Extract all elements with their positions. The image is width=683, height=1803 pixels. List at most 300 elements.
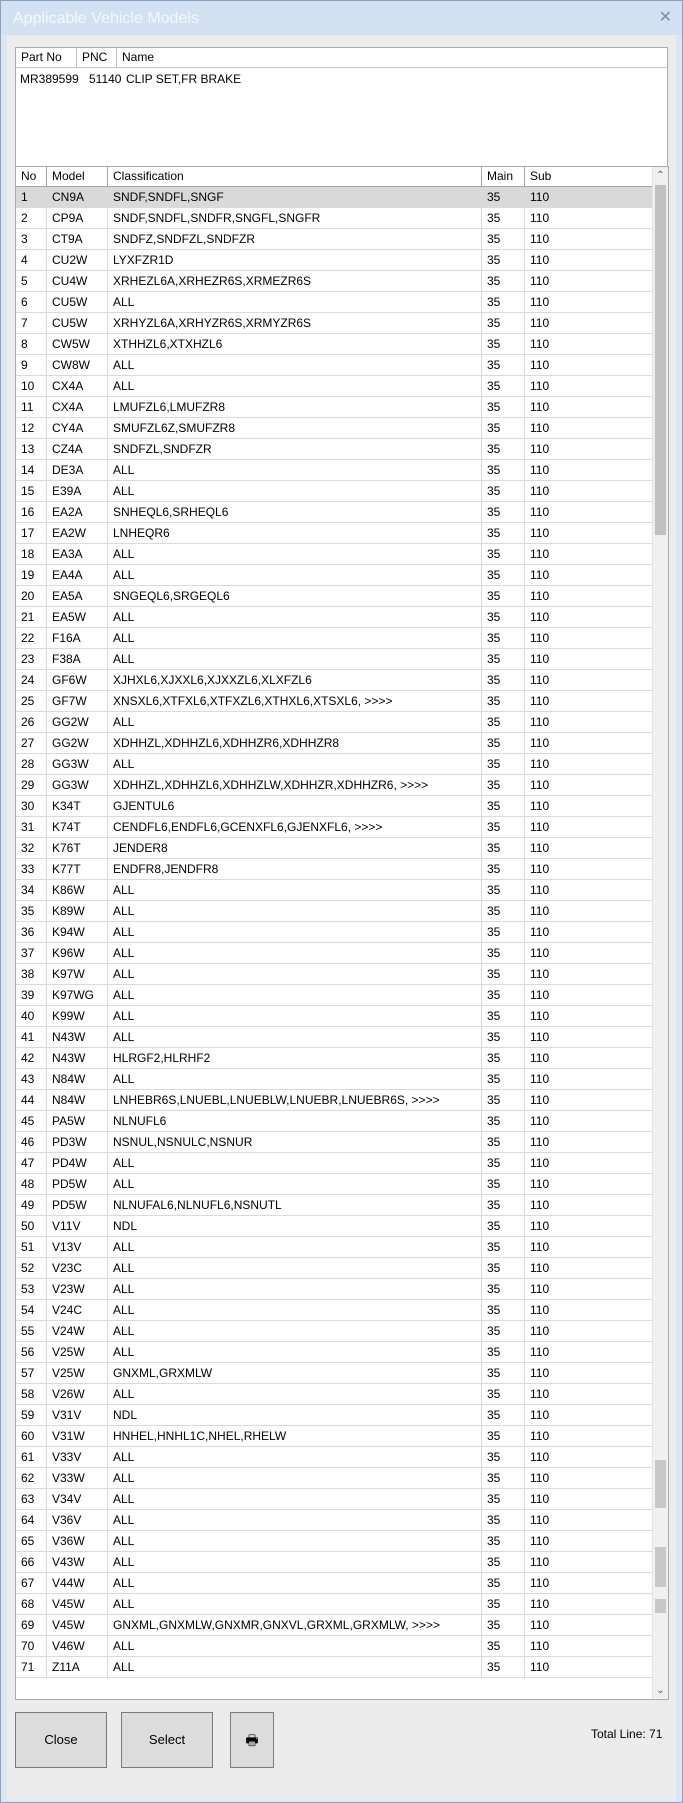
row-model: EA2W xyxy=(47,523,108,543)
table-row[interactable] xyxy=(16,1090,653,1111)
printer-icon: 🖶 xyxy=(245,1732,259,1748)
row-sub: 110 xyxy=(530,736,550,750)
row-sub: 110 xyxy=(530,400,550,414)
row-model: CU5W xyxy=(47,292,108,312)
scroll-thumb[interactable] xyxy=(655,185,666,535)
row-no: 68 xyxy=(16,1594,47,1614)
row-model: V36V xyxy=(47,1510,108,1530)
row-main: 35 xyxy=(482,817,525,837)
row-model: V44W xyxy=(47,1573,108,1593)
table-row[interactable] xyxy=(16,1216,653,1237)
row-model: V24C xyxy=(47,1300,108,1320)
row-model: K96W xyxy=(47,943,108,963)
row-sub: 110 xyxy=(530,610,550,624)
row-main: 35 xyxy=(482,1510,525,1530)
row-classification: ALL xyxy=(108,1636,482,1656)
row-model: K86W xyxy=(47,880,108,900)
row-sub: 110 xyxy=(530,820,550,834)
row-no: 13 xyxy=(16,439,47,459)
row-sub: 110 xyxy=(530,1471,550,1485)
table-row[interactable] xyxy=(16,670,653,691)
close-icon[interactable]: ✕ xyxy=(658,9,672,26)
table-row[interactable] xyxy=(16,1531,653,1552)
row-main: 35 xyxy=(482,1384,525,1404)
row-model: GG2W xyxy=(47,712,108,732)
row-classification: ALL xyxy=(108,985,482,1005)
row-model: V45W xyxy=(47,1615,108,1635)
table-row[interactable] xyxy=(16,1657,653,1678)
row-main: 35 xyxy=(482,1237,525,1257)
row-classification: ALL xyxy=(108,1573,482,1593)
table-row[interactable] xyxy=(16,1006,653,1027)
table-row[interactable] xyxy=(16,922,653,943)
row-sub: 110 xyxy=(530,1282,550,1296)
row-no: 56 xyxy=(16,1342,47,1362)
row-no: 28 xyxy=(16,754,47,774)
row-classification: SNGEQL6,SRGEQL6 xyxy=(108,586,482,606)
row-no: 34 xyxy=(16,880,47,900)
row-main: 35 xyxy=(482,1090,525,1110)
row-main: 35 xyxy=(482,1321,525,1341)
row-classification: XRHEZL6A,XRHEZR6S,XRMEZR6S xyxy=(108,271,482,291)
row-classification: ALL xyxy=(108,1510,482,1530)
row-model: GF6W xyxy=(47,670,108,690)
table-row[interactable] xyxy=(16,1048,653,1069)
table-row[interactable] xyxy=(16,1552,653,1573)
row-model: V33W xyxy=(47,1468,108,1488)
row-sub: 110 xyxy=(530,1660,550,1674)
table-row[interactable] xyxy=(16,859,653,880)
row-classification: XDHHZL,XDHHZL6,XDHHZR6,XDHHZR8 xyxy=(108,733,482,753)
table-row[interactable] xyxy=(16,1426,653,1447)
row-no: 40 xyxy=(16,1006,47,1026)
row-model: V26W xyxy=(47,1384,108,1404)
row-model: V24W xyxy=(47,1321,108,1341)
row-no: 47 xyxy=(16,1153,47,1173)
table-row[interactable] xyxy=(16,229,653,250)
row-model: N84W xyxy=(47,1069,108,1089)
row-no: 36 xyxy=(16,922,47,942)
table-row[interactable] xyxy=(16,397,653,418)
row-no: 1 xyxy=(16,187,47,207)
row-classification: ALL xyxy=(108,754,482,774)
table-row[interactable] xyxy=(16,628,653,649)
table-row[interactable] xyxy=(16,586,653,607)
row-sub: 110 xyxy=(530,1009,550,1023)
row-main: 35 xyxy=(482,1657,525,1677)
row-classification: ALL xyxy=(108,880,482,900)
table-row[interactable] xyxy=(16,334,653,355)
row-no: 55 xyxy=(16,1321,47,1341)
row-sub: 110 xyxy=(530,967,550,981)
row-sub: 110 xyxy=(530,715,550,729)
table-row[interactable] xyxy=(16,313,653,334)
row-classification: ALL xyxy=(108,1552,482,1572)
row-classification: ALL xyxy=(108,943,482,963)
table-row[interactable] xyxy=(16,1510,653,1531)
no-column-header[interactable]: No xyxy=(16,167,47,186)
row-sub: 110 xyxy=(530,589,550,603)
row-no: 46 xyxy=(16,1132,47,1152)
table-row[interactable] xyxy=(16,1153,653,1174)
row-no: 45 xyxy=(16,1111,47,1131)
row-no: 57 xyxy=(16,1363,47,1383)
row-main: 35 xyxy=(482,250,525,270)
row-model: EA5W xyxy=(47,607,108,627)
row-no: 52 xyxy=(16,1258,47,1278)
row-model: CW8W xyxy=(47,355,108,375)
row-model: V33V xyxy=(47,1447,108,1467)
row-model: CN9A xyxy=(47,187,108,207)
row-main: 35 xyxy=(482,733,525,753)
row-classification: ALL xyxy=(108,292,482,312)
row-no: 24 xyxy=(16,670,47,690)
row-no: 5 xyxy=(16,271,47,291)
row-classification: ALL xyxy=(108,460,482,480)
row-no: 42 xyxy=(16,1048,47,1068)
part-no-header[interactable]: Part No xyxy=(16,48,77,67)
table-row[interactable] xyxy=(16,208,653,229)
row-main: 35 xyxy=(482,1069,525,1089)
row-sub: 110 xyxy=(530,925,550,939)
row-sub: 110 xyxy=(530,442,550,456)
row-classification: ALL xyxy=(108,1237,482,1257)
row-sub: 110 xyxy=(530,841,550,855)
row-main: 35 xyxy=(482,334,525,354)
row-no: 61 xyxy=(16,1447,47,1467)
table-row[interactable] xyxy=(16,1405,653,1426)
row-no: 33 xyxy=(16,859,47,879)
row-main: 35 xyxy=(482,1594,525,1614)
row-model: K99W xyxy=(47,1006,108,1026)
table-row[interactable] xyxy=(16,1489,653,1510)
row-main: 35 xyxy=(482,1279,525,1299)
row-no: 31 xyxy=(16,817,47,837)
row-main: 35 xyxy=(482,460,525,480)
row-classification: LNHEQR6 xyxy=(108,523,482,543)
table-row[interactable] xyxy=(16,1195,653,1216)
row-sub: 110 xyxy=(530,1030,550,1044)
row-no: 14 xyxy=(16,460,47,480)
row-main: 35 xyxy=(482,1027,525,1047)
row-classification: GNXML,GRXMLW xyxy=(108,1363,482,1383)
table-row[interactable] xyxy=(16,187,653,208)
table-row[interactable] xyxy=(16,1027,653,1048)
row-sub: 110 xyxy=(530,778,550,792)
table-row[interactable] xyxy=(16,1132,653,1153)
table-row[interactable] xyxy=(16,1321,653,1342)
table-row[interactable] xyxy=(16,565,653,586)
row-main: 35 xyxy=(482,838,525,858)
row-no: 6 xyxy=(16,292,47,312)
table-row[interactable] xyxy=(16,754,653,775)
row-main: 35 xyxy=(482,292,525,312)
table-row[interactable] xyxy=(16,1174,653,1195)
row-classification: XRHYZL6A,XRHYZR6S,XRMYZR6S xyxy=(108,313,482,333)
table-row[interactable] xyxy=(16,649,653,670)
table-row[interactable] xyxy=(16,880,653,901)
row-model: K77T xyxy=(47,859,108,879)
scroll-up-arrow-icon[interactable]: ⌃ xyxy=(656,170,665,181)
table-row[interactable] xyxy=(16,607,653,628)
table-row[interactable] xyxy=(16,964,653,985)
row-sub: 110 xyxy=(530,799,550,813)
close-button[interactable]: Close xyxy=(15,1712,107,1768)
row-sub: 110 xyxy=(530,757,550,771)
row-no: 54 xyxy=(16,1300,47,1320)
row-no: 4 xyxy=(16,250,47,270)
table-row[interactable] xyxy=(16,1342,653,1363)
row-main: 35 xyxy=(482,628,525,648)
row-model: CZ4A xyxy=(47,439,108,459)
row-model: V13V xyxy=(47,1237,108,1257)
row-main: 35 xyxy=(482,586,525,606)
table-row[interactable] xyxy=(16,838,653,859)
row-no: 8 xyxy=(16,334,47,354)
row-model: PD4W xyxy=(47,1153,108,1173)
row-main: 35 xyxy=(482,880,525,900)
scroll-marker xyxy=(655,1460,666,1508)
pnc-header[interactable]: PNC xyxy=(77,48,117,67)
row-main: 35 xyxy=(482,313,525,333)
main-column-header[interactable]: Main xyxy=(482,167,525,186)
row-sub: 110 xyxy=(530,1051,550,1065)
row-no: 38 xyxy=(16,964,47,984)
table-row[interactable] xyxy=(16,943,653,964)
table-row[interactable] xyxy=(16,1237,653,1258)
row-classification: ALL xyxy=(108,1153,482,1173)
row-classification: XTHHZL6,XTXHZL6 xyxy=(108,334,482,354)
row-classification: ALL xyxy=(108,1027,482,1047)
row-no: 9 xyxy=(16,355,47,375)
row-classification: ALL xyxy=(108,1321,482,1341)
table-row[interactable] xyxy=(16,1069,653,1090)
row-sub: 110 xyxy=(530,1618,550,1632)
row-classification: GNXML,GNXMLW,GNXMR,GNXVL,GRXML,GRXMLW, >>>> xyxy=(108,1615,482,1635)
table-row[interactable] xyxy=(16,1279,653,1300)
row-no: 18 xyxy=(16,544,47,564)
row-classification: HNHEL,HNHL1C,NHEL,RHELW xyxy=(108,1426,482,1446)
row-classification: ALL xyxy=(108,712,482,732)
row-no: 49 xyxy=(16,1195,47,1215)
row-model: CP9A xyxy=(47,208,108,228)
row-sub: 110 xyxy=(530,1156,550,1170)
row-sub: 110 xyxy=(530,274,550,288)
sub-column-header[interactable]: Sub xyxy=(530,169,552,183)
row-no: 51 xyxy=(16,1237,47,1257)
row-main: 35 xyxy=(482,187,525,207)
table-row[interactable] xyxy=(16,691,653,712)
row-classification: ALL xyxy=(108,544,482,564)
row-main: 35 xyxy=(482,481,525,501)
row-no: 58 xyxy=(16,1384,47,1404)
row-classification: ALL xyxy=(108,1594,482,1614)
row-main: 35 xyxy=(482,1195,525,1215)
row-model: V11V xyxy=(47,1216,108,1236)
row-main: 35 xyxy=(482,1174,525,1194)
row-classification: ALL xyxy=(108,649,482,669)
table-row[interactable] xyxy=(16,796,653,817)
row-model: PD3W xyxy=(47,1132,108,1152)
table-row[interactable] xyxy=(16,1636,653,1657)
row-no: 66 xyxy=(16,1552,47,1572)
row-main: 35 xyxy=(482,208,525,228)
row-no: 35 xyxy=(16,901,47,921)
row-classification: NSNUL,NSNULC,NSNUR xyxy=(108,1132,482,1152)
part-row[interactable] xyxy=(16,70,667,88)
row-classification: ALL xyxy=(108,628,482,648)
row-classification: XDHHZL,XDHHZL6,XDHHZLW,XDHHZR,XDHHZR6, >>>> xyxy=(108,775,482,795)
row-main: 35 xyxy=(482,1006,525,1026)
row-sub: 110 xyxy=(530,1240,550,1254)
row-sub: 110 xyxy=(530,1345,550,1359)
row-classification: SNDF,SNDFL,SNDFR,SNGFL,SNGFR xyxy=(108,208,482,228)
table-row[interactable] xyxy=(16,481,653,502)
table-row[interactable] xyxy=(16,985,653,1006)
title-bar xyxy=(1,1,682,35)
row-model: DE3A xyxy=(47,460,108,480)
row-classification: SNHEQL6,SRHEQL6 xyxy=(108,502,482,522)
row-model: K74T xyxy=(47,817,108,837)
row-no: 44 xyxy=(16,1090,47,1110)
row-no: 17 xyxy=(16,523,47,543)
row-classification: ALL xyxy=(108,964,482,984)
row-model: EA4A xyxy=(47,565,108,585)
row-sub: 110 xyxy=(530,904,550,918)
row-model: K89W xyxy=(47,901,108,921)
table-row[interactable] xyxy=(16,355,653,376)
table-row[interactable] xyxy=(16,1468,653,1489)
grid-scrollbar[interactable] xyxy=(652,167,668,1699)
row-classification: NDL xyxy=(108,1405,482,1425)
table-row[interactable] xyxy=(16,1384,653,1405)
row-classification: ALL xyxy=(108,1657,482,1677)
table-row[interactable] xyxy=(16,817,653,838)
row-sub: 110 xyxy=(530,1198,550,1212)
select-button[interactable]: Select xyxy=(121,1712,213,1768)
table-row[interactable] xyxy=(16,1300,653,1321)
row-main: 35 xyxy=(482,1153,525,1173)
print-button[interactable] xyxy=(230,1712,274,1768)
row-sub: 110 xyxy=(530,421,550,435)
row-main: 35 xyxy=(482,985,525,1005)
row-model: CX4A xyxy=(47,397,108,417)
row-classification: ALL xyxy=(108,481,482,501)
row-classification: JENDER8 xyxy=(108,838,482,858)
table-row[interactable] xyxy=(16,1258,653,1279)
row-main: 35 xyxy=(482,1468,525,1488)
row-main: 35 xyxy=(482,1426,525,1446)
name-header[interactable]: Name xyxy=(122,50,155,64)
row-classification: NDL xyxy=(108,1216,482,1236)
row-classification: ALL xyxy=(108,355,482,375)
row-main: 35 xyxy=(482,712,525,732)
row-no: 71 xyxy=(16,1657,47,1677)
table-row[interactable] xyxy=(16,775,653,796)
row-classification: SNDFZL,SNDFZR xyxy=(108,439,482,459)
table-row[interactable] xyxy=(16,460,653,481)
row-classification: ALL xyxy=(108,1258,482,1278)
row-classification: ALL xyxy=(108,565,482,585)
table-row[interactable] xyxy=(16,1573,653,1594)
row-main: 35 xyxy=(482,1300,525,1320)
row-sub: 110 xyxy=(530,631,550,645)
scroll-down-arrow-icon[interactable]: ⌄ xyxy=(656,1685,665,1696)
table-row[interactable] xyxy=(16,502,653,523)
row-model: V31W xyxy=(47,1426,108,1446)
row-main: 35 xyxy=(482,1636,525,1656)
table-row[interactable] xyxy=(16,733,653,754)
row-sub: 110 xyxy=(530,526,550,540)
row-no: 20 xyxy=(16,586,47,606)
table-row[interactable] xyxy=(16,1594,653,1615)
row-no: 3 xyxy=(16,229,47,249)
table-row[interactable] xyxy=(16,376,653,397)
classification-column-header[interactable]: Classification xyxy=(108,167,482,186)
row-no: 32 xyxy=(16,838,47,858)
row-model: CW5W xyxy=(47,334,108,354)
table-row[interactable] xyxy=(16,292,653,313)
row-model: K34T xyxy=(47,796,108,816)
row-model: Z11A xyxy=(47,1657,108,1677)
scroll-marker xyxy=(655,1547,666,1587)
row-model: EA2A xyxy=(47,502,108,522)
table-row[interactable] xyxy=(16,271,653,292)
table-row[interactable] xyxy=(16,250,653,271)
row-no: 41 xyxy=(16,1027,47,1047)
model-column-header[interactable]: Model xyxy=(47,167,108,186)
row-main: 35 xyxy=(482,1258,525,1278)
row-main: 35 xyxy=(482,607,525,627)
row-model: V23W xyxy=(47,1279,108,1299)
row-sub: 110 xyxy=(530,1576,550,1590)
row-sub: 110 xyxy=(530,316,550,330)
row-main: 35 xyxy=(482,1132,525,1152)
row-main: 35 xyxy=(482,796,525,816)
row-no: 50 xyxy=(16,1216,47,1236)
row-main: 35 xyxy=(482,229,525,249)
table-row[interactable] xyxy=(16,1363,653,1384)
row-sub: 110 xyxy=(530,1387,550,1401)
row-model: N43W xyxy=(47,1048,108,1068)
row-model: K76T xyxy=(47,838,108,858)
table-row[interactable] xyxy=(16,523,653,544)
table-row[interactable] xyxy=(16,712,653,733)
row-no: 39 xyxy=(16,985,47,1005)
row-model: V25W xyxy=(47,1342,108,1362)
table-row[interactable] xyxy=(16,901,653,922)
table-row[interactable] xyxy=(16,1615,653,1636)
row-model: CY4A xyxy=(47,418,108,438)
row-sub: 110 xyxy=(530,1303,550,1317)
row-classification: ALL xyxy=(108,1447,482,1467)
row-main: 35 xyxy=(482,775,525,795)
row-main: 35 xyxy=(482,271,525,291)
row-no: 48 xyxy=(16,1174,47,1194)
row-sub: 110 xyxy=(530,358,550,372)
table-row[interactable] xyxy=(16,1447,653,1468)
table-row[interactable] xyxy=(16,439,653,460)
row-classification: ALL xyxy=(108,1468,482,1488)
row-main: 35 xyxy=(482,1111,525,1131)
row-no: 10 xyxy=(16,376,47,396)
table-row[interactable] xyxy=(16,1111,653,1132)
table-row[interactable] xyxy=(16,544,653,565)
row-sub: 110 xyxy=(530,505,550,519)
row-sub: 110 xyxy=(530,337,550,351)
row-model: V23C xyxy=(47,1258,108,1278)
table-row[interactable] xyxy=(16,418,653,439)
